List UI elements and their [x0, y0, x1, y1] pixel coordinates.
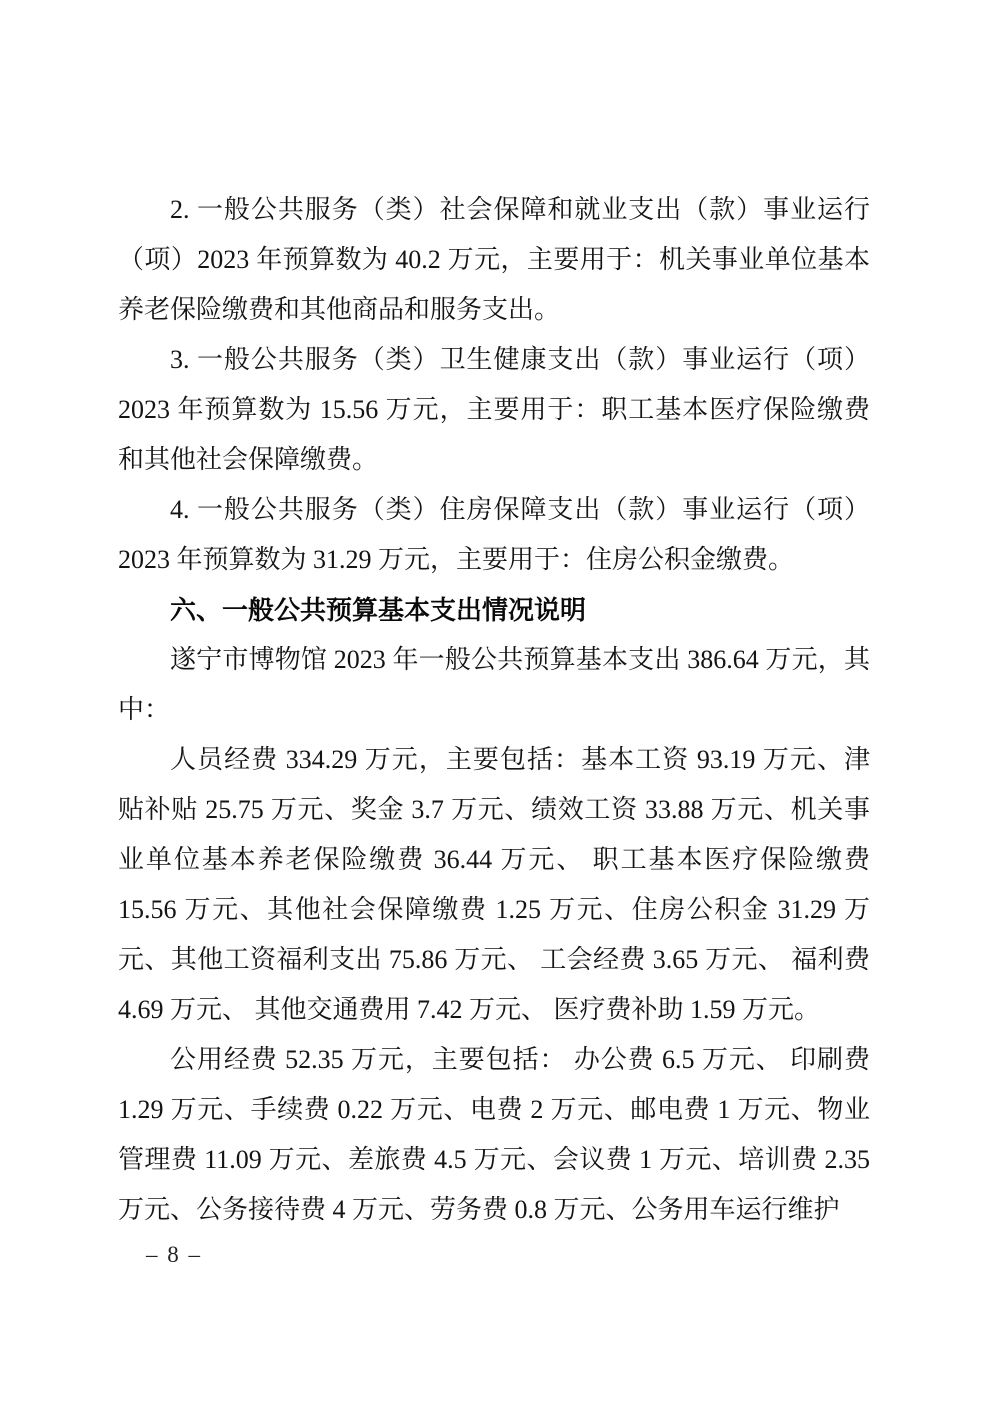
page-content — [118, 185, 870, 1235]
paragraph-item-2: 2. 一般公共服务（类）社会保障和就业支出（款）事业运行（项）2023 年预算数为 40.2 万元，主要用于：机关事业单位基本养老保险缴费和其他商品和服务支出。 — [118, 195, 870, 324]
paragraph-public-expenses: 公用经费 52.35 万元，主要包括： 办公费 6.5 万元、 印刷费 1.29 万元、手续费 0.22 万元、电费 2 万元、邮电费 1 万元、物业管理费 11.09 万元、差旅费 4.5 万元、会议费 1 万元、培训费 2.35 万元、公务接待费 4 万元、劳务费 0.8 万元、公务用车运行维护 — [118, 1045, 870, 1224]
paragraph-item-3: 3. 一般公共服务（类）卫生健康支出（款）事业运行（项）2023 年预算数为 15.56 万元，主要用于：职工基本医疗保险缴费和其他社会保障缴费。 — [118, 345, 870, 474]
section-heading-basic-expenditure: 六、一般公共预算基本支出情况说明 — [170, 595, 587, 625]
page-number: – 8 – — [146, 1242, 202, 1267]
paragraph-personnel-expenses: 人员经费 334.29 万元，主要包括：基本工资 93.19 万元、津贴补贴 25.75 万元、奖金 3.7 万元、绩效工资 33.88 万元、机关事业单位基本养老保险缴费 36.44 万元、 职工基本医疗保险缴费 15.56 万元、其他社会保障缴费 1.25 万元、住房公积金 31.29 万元、其他工资福利支出 75.86 万元、 工会经费 3.65 万元、 福利费 4.69 万元、 其他交通费用 7.42 万元、 医疗费补助 1.59 万元。 — [118, 745, 870, 1024]
paragraph-overview: 遂宁市博物馆 2023 年一般公共预算基本支出 386.64 万元，其中： — [118, 645, 870, 724]
paragraph-item-4: 4. 一般公共服务（类）住房保障支出（款）事业运行（项）2023 年预算数为 31.29 万元，主要用于：住房公积金缴费。 — [118, 495, 870, 574]
